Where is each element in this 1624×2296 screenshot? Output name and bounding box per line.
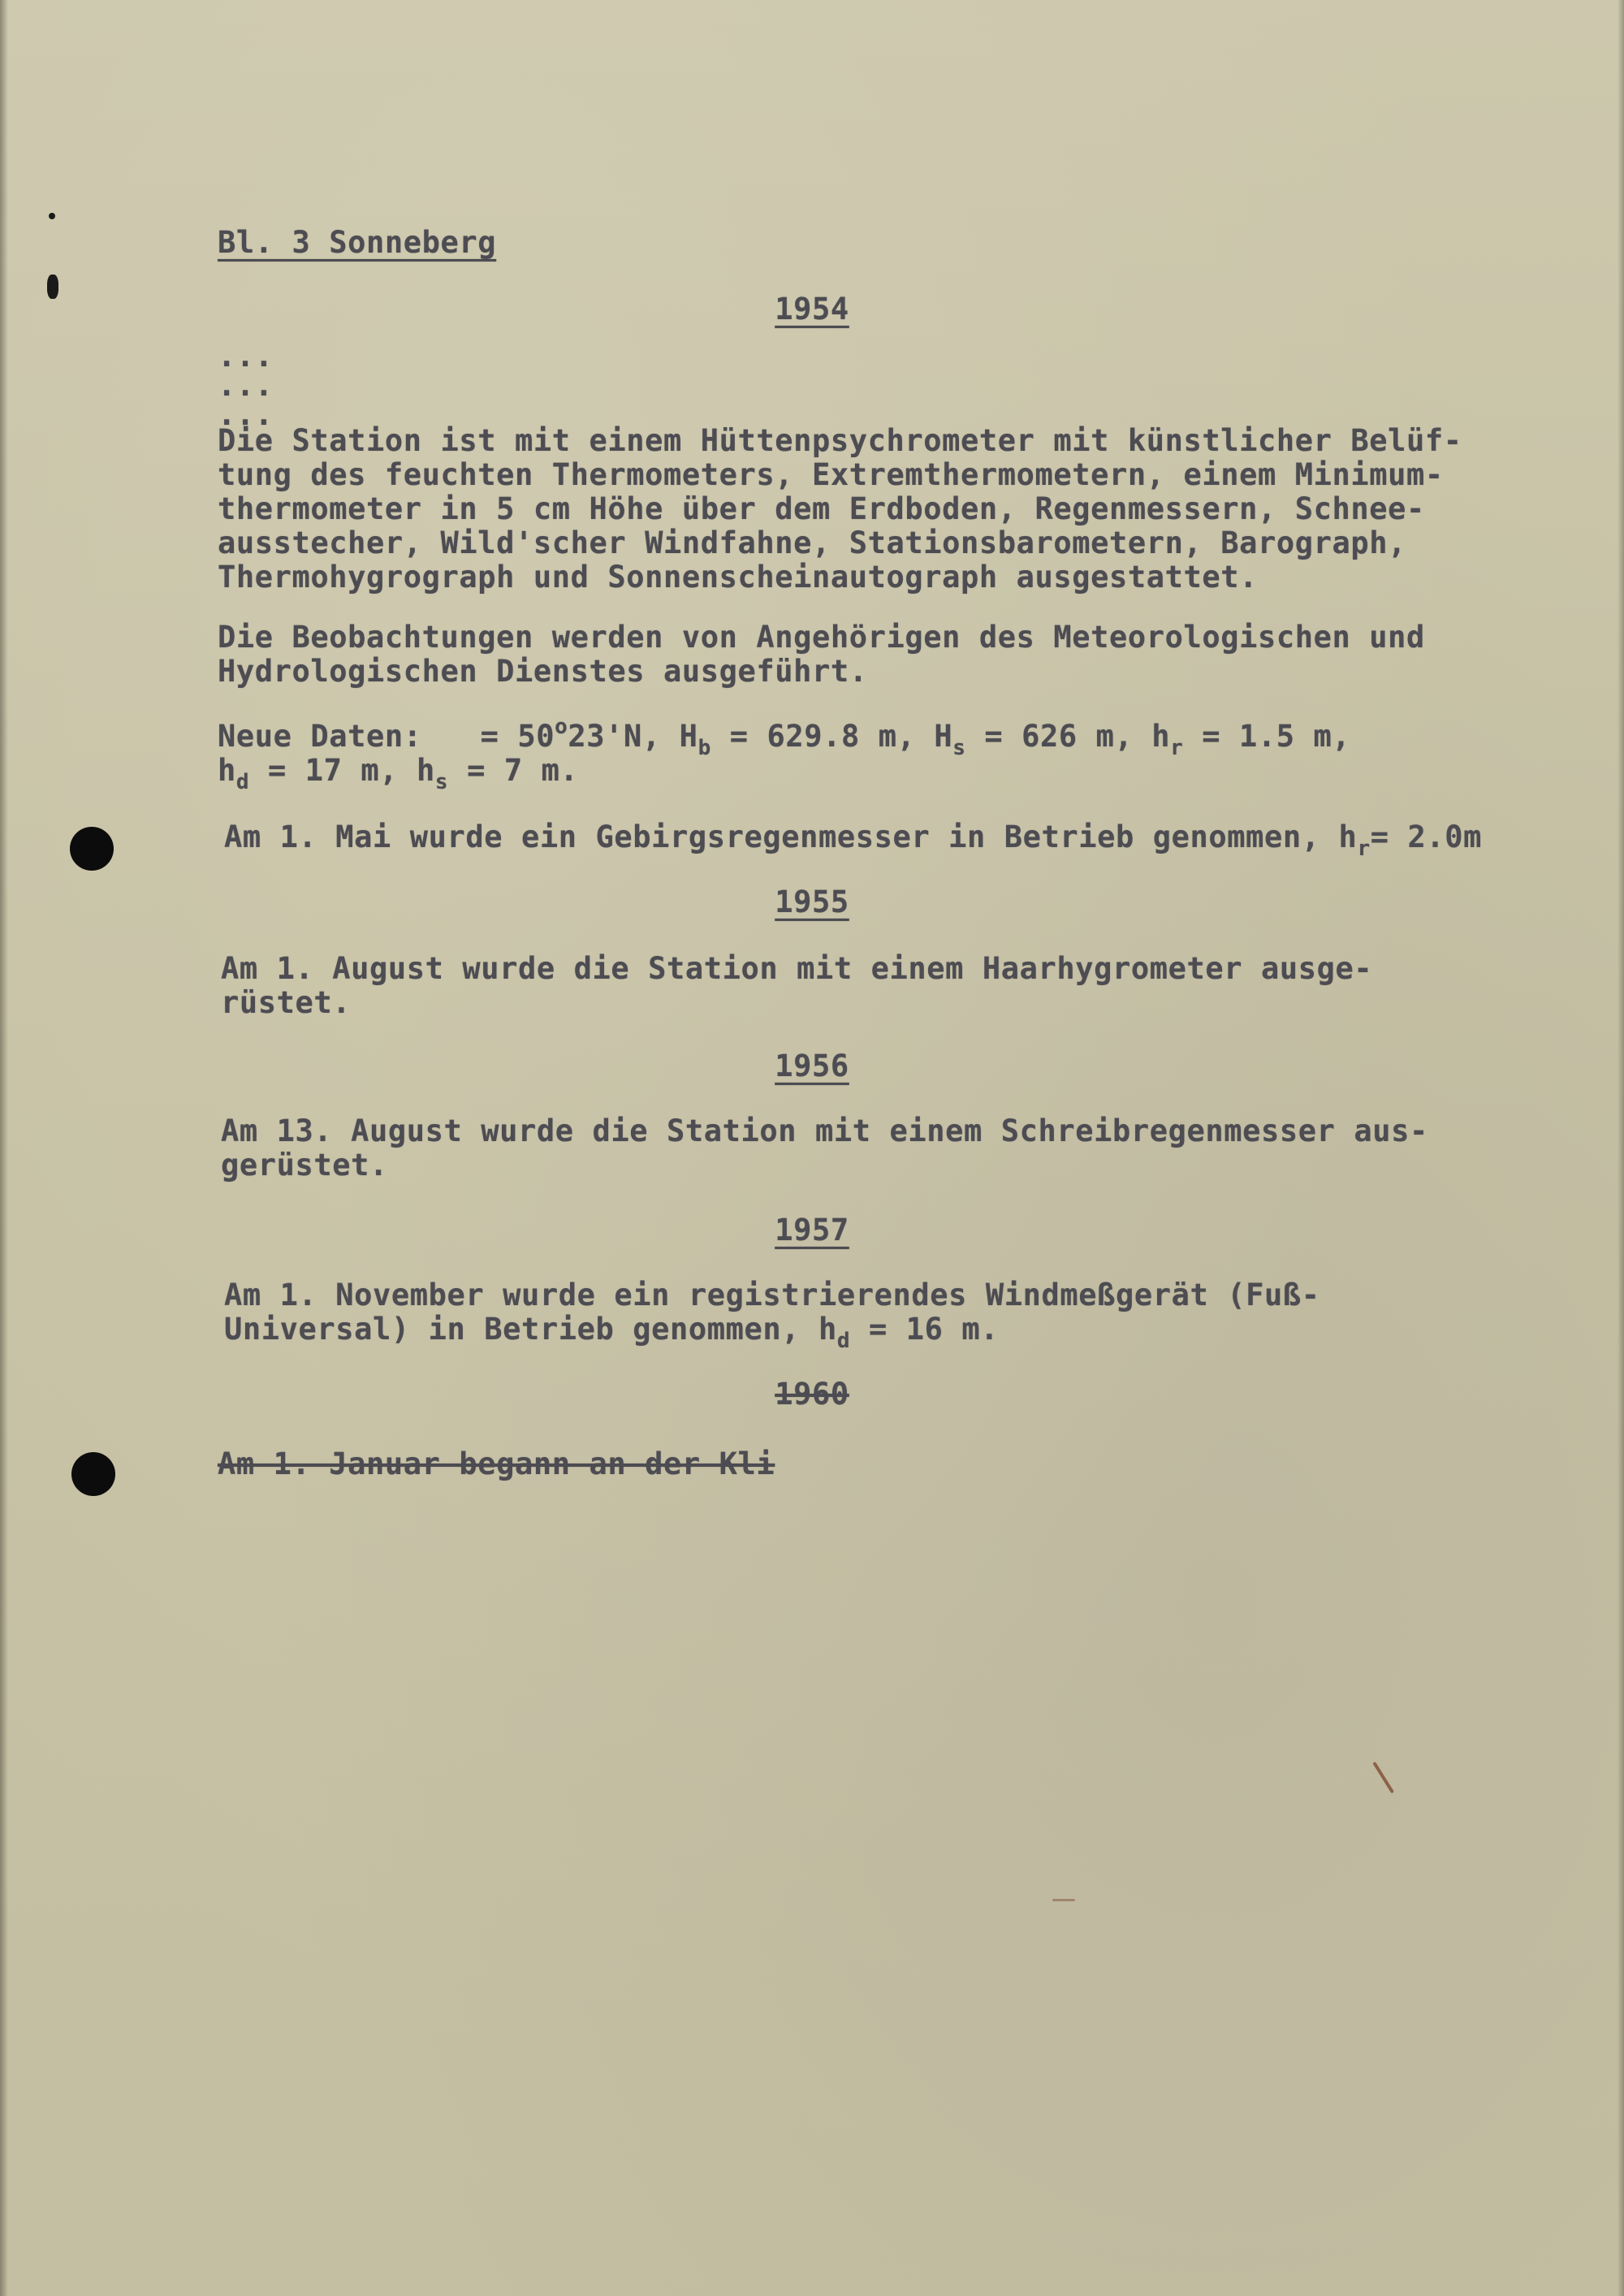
page-left-edge [0,0,8,2296]
ellipsis-line: ... [218,368,274,403]
may-note: Am 1. Mai wurde ein Gebirgsregenmesser in Betrieb genommen, $h_r= 2.0m$ [224,819,1482,861]
year-heading-1957: 1957 [775,1213,849,1247]
paragraph-line: Am 1. November wurde ein registrierendes Windmeßgerät (Fuß- [224,1278,1320,1312]
paragraph-line: Hydrologischen Dienstes ausgeführt. [218,654,868,689]
paragraph-line: gerüstet. [221,1148,388,1183]
struck-line: Am 1. Januar begann an der Kli [218,1446,775,1481]
paragraph-line: Thermohygrograph und Sonnenscheinautograph ausgestattet. [218,560,1259,595]
punch-hole-upper [70,827,114,871]
paper-stain [1372,1762,1394,1793]
ellipsis-line: ... [218,397,274,432]
paragraph-line: Die Station ist mit einem Hüttenpsychrometer mit künstlicher Belüf- [218,423,1462,458]
paragraph-line: Die Beobachtungen werden von Angehörigen des Meteorologischen und [218,620,1425,655]
neue-daten-label: Neue Daten: [218,719,422,754]
paragraph-line: tung des feuchten Thermometers, Extremthermometern, einem Minimum- [218,457,1444,492]
margin-dot [49,213,55,219]
paper-stain [1052,1899,1075,1901]
paragraph-line: thermometer in 5 cm Höhe über dem Erdboden, Regenmessern, Schnee- [218,491,1425,526]
punch-hole-lower [71,1452,115,1496]
ellipsis-line: ... [218,339,274,374]
page-right-edge [1618,0,1624,2296]
neue-daten-line-2: $h_d = 17$ m, $h_s = 7$ m. [218,753,579,794]
year-heading-struck: 1960 [775,1377,849,1412]
year-heading-1956: 1956 [775,1049,849,1083]
paragraph-line: Am 13. August wurde die Station mit einem Schreibregenmesser aus- [221,1113,1428,1148]
year-heading-1955: 1955 [775,884,849,919]
paragraph-line: ausstecher, Wild'scher Windfahne, Stationsbarometern, Barograph, [218,525,1407,560]
sheet-header: Bl. 3 Sonneberg [218,225,497,260]
year-heading-1954: 1954 [775,292,849,326]
paragraph-line: rüstet. [221,985,352,1020]
paragraph-line: Universal) in Betrieb genommen, $h_d = 16$ m. [224,1312,1000,1353]
paragraph-line: Am 1. August wurde die Station mit einem Haarhygrometer ausge- [221,951,1373,986]
neue-daten-line-1: Neue Daten: = $50^o23'N$, $H_b = 629.8$ m, $H_s = 626$ m, $h_r = 1.5$ m, [218,715,1351,760]
